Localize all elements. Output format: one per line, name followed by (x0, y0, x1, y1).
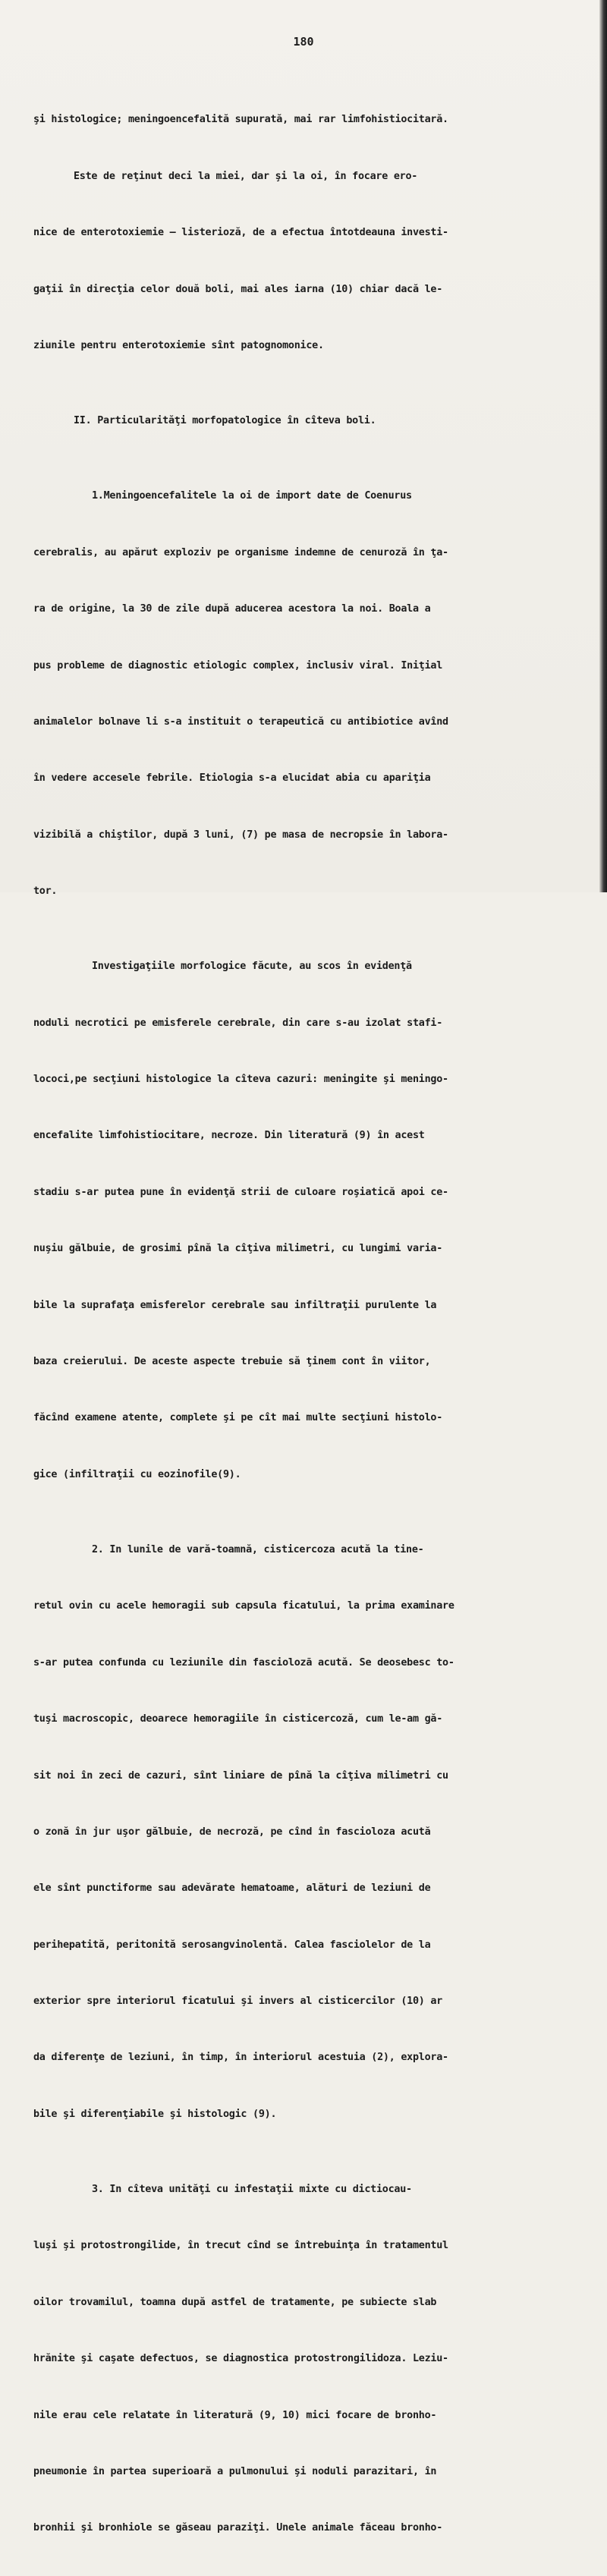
section-heading: II. Particularităţi morfopatologice în cîteva boli. (74, 415, 376, 427)
text-line: nice de enterotoxiemie – listerioză, de a efectua întotdeauna investi- (33, 227, 448, 239)
text-line: tuşi macroscopic, deoarece hemoragiile în cisticercoză, cum le-am gă- (33, 1713, 443, 1725)
text-line: ele sînt punctiforme sau adevărate hematoame, alături de leziuni de (33, 1882, 431, 1895)
text-line: bronhii şi bronhiole se găseau paraziţi. Unele animale făceau bronho- (33, 2522, 443, 2534)
text-line: stadiu s-ar putea pune în evidenţă strii de culoare roşiatică apoi ce- (33, 1186, 448, 1198)
text-line: noduli necrotici pe emisferele cerebrale, din care s-au izolat stafi- (33, 1017, 443, 1029)
body-text (33, 55, 583, 2576)
text-line: bile la suprafaţa emisferelor cerebrale sau infiltraţii purulente la (33, 1299, 437, 1311)
text-line: exterior spre interiorul ficatului şi invers al cisticercilor (10) ar (33, 1996, 443, 2008)
text-line: bile şi diferenţiabile şi histologic (9). (33, 2108, 277, 2120)
text-line: s-ar putea confunda cu leziunile din fasciolozã acută. Se deosebesc to- (33, 1656, 454, 1669)
text-line: Investigaţiile morfologice făcute, au scos în evidenţă (92, 961, 412, 973)
text-line: animalelor bolnave li s-a instituit o terapeutică cu antibiotice avînd (33, 716, 448, 728)
text-line: 3. In cîteva unităţi cu infestaţii mixte cu dictiocau- (92, 2184, 412, 2196)
text-line: tor. (33, 885, 58, 898)
text-line: pneumonie în partea superioară a pulmonului şi noduli parazitari, în (33, 2466, 437, 2477)
text-line: făcînd examene atente, complete şi pe cît mai multe secţiuni histolo- (33, 1412, 443, 1424)
page-binding-edge (599, 0, 607, 892)
text-line: nile erau cele relatate în literatură (9, 10) mici focare de bronho- (33, 2409, 437, 2421)
text-line: şi histologice; meningoencefalită supurată, mai rar limfohistiocitară. (33, 114, 448, 126)
text-line: sit noi în zeci de cazuri, sînt liniare de pînă la cîţiva milimetri cu (33, 1769, 448, 1782)
text-line: nuşiu gălbuie, de grosimi pînă la cîţiva milimetri, cu lungimi varia- (33, 1243, 443, 1255)
text-line: vizibilă a chiştilor, după 3 luni, (7) pe masa de necropsie în labora- (33, 829, 448, 841)
text-line: perihepatită, peritonită serosangvinolentă. Calea fasciolelor de la (33, 1939, 431, 1951)
text-line: ra de origine, la 30 de zile după aducerea acestora la noi. Boala a (33, 603, 431, 615)
text-line: baza creierului. De aceste aspecte trebuie să ţinem cont în viitor, (33, 1355, 431, 1367)
text-line: ziunile pentru enterotoxiemie sînt patognomonice. (33, 339, 324, 351)
text-line: da diferenţe de leziuni, în timp, în interiorul acestuia (2), explora- (33, 2052, 448, 2064)
text-line: retul ovin cu acele hemoragii sub capsula ficatului, la prima examinare (33, 1600, 454, 1612)
text-line: 1.Meningoencefalitele la oi de import date de Coenurus (92, 490, 412, 502)
text-line: gaţii în direcţia celor două boli, mai ales iarna (10) chiar dacă le- (33, 283, 443, 295)
text-line: o zonă în jur uşor gălbuie, de necroză, pe cînd în fascioloza acută (33, 1826, 431, 1838)
text-line: pus probleme de diagnostic etiologic complex, inclusiv viral. Iniţial (33, 659, 443, 672)
text-line: luşi şi protostrongilide, în trecut cînd se întrebuinţa în tratamentul (33, 2240, 448, 2252)
text-line: gice (infiltraţii cu eozinofile(9). (33, 1468, 241, 1480)
text-line: Este de reţinut deci la miei, dar şi la oi, în focare ero- (74, 170, 418, 182)
text-line: cerebralis, au apărut exploziv pe organisme indemne de cenuroză în ţa- (33, 546, 448, 558)
text-line: în vedere accesele febrile. Etiologia s-a elucidat abia cu apariţia (33, 772, 431, 785)
text-line: hrănite şi caşate defectuos, se diagnostica protostrongilidoza. Leziu- (33, 2353, 448, 2365)
page-number: 180 (293, 35, 314, 49)
text-line: encefalite limfohistiocitare, necroze. Din literatură (9) în acest (33, 1130, 425, 1142)
text-line: oilor trovamilul, toamna după astfel de tratamente, pe subiecte slab (33, 2296, 437, 2308)
text-line: lococi,pe secţiuni histologice la cîteva cazuri: meningite şi meningo- (33, 1074, 448, 1086)
text-line: 2. In lunile de vară-toamnă, cisticercoza acută la tine- (92, 1543, 424, 1555)
